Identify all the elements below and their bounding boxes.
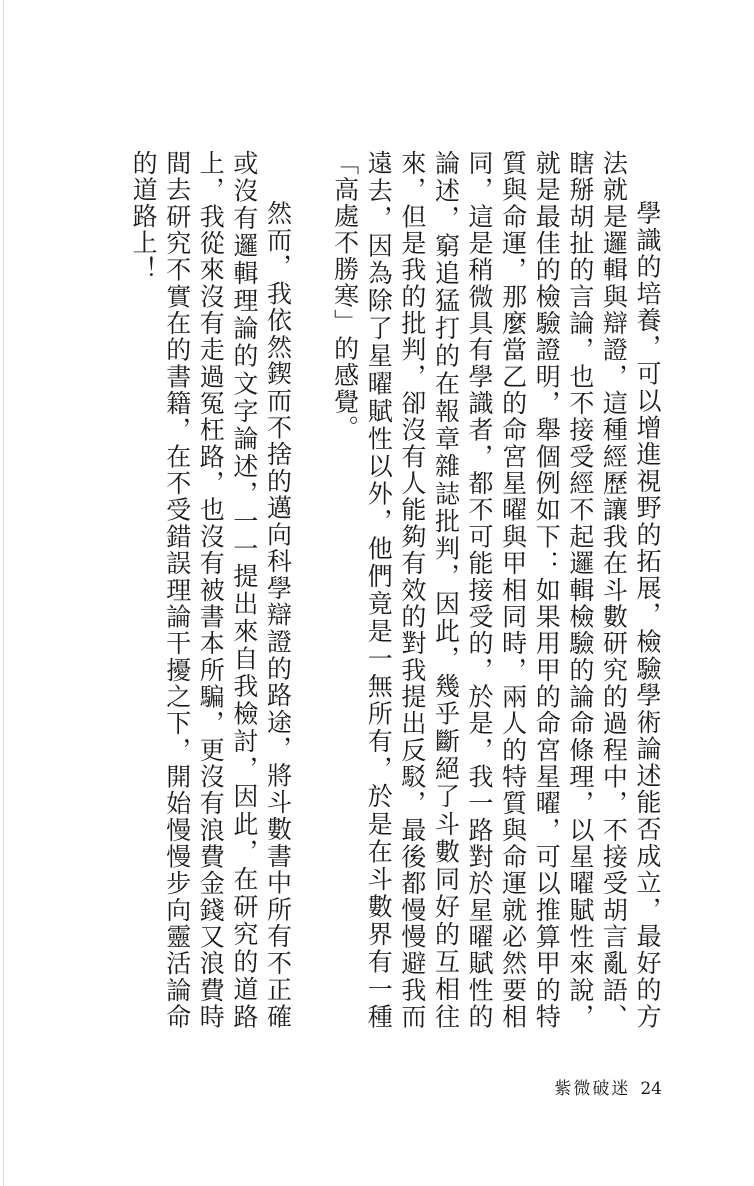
page-number: 24 <box>640 1079 662 1099</box>
paragraph-2: 然而，我依然鍥而不捨的邁向科學辯證的路途，將斗數書中所有不正確或沒有邏輯理論的文字論述，一一提出來自我檢討，因此，在研究的道路上，我從來沒有走過冤枉路，也沒有被書本所騙，更沒有浪費金錢又浪費時間去研究不實在的書籍，在不受錯誤理論干擾之下，開始慢慢步向靈活論命的道路上！ <box>129 150 293 1030</box>
page-footer <box>554 1074 662 1099</box>
paragraph-1: 學識的培養，可以增進視野的拓展，檢驗學術論述能否成立，最好的方法就是邏輯與辯證，這種經歷讓我在斗數研究的過程中，不接受胡言亂語、瞎掰胡扯的言論，也不接受經不起邏輯檢驗的論命條理，以星曜賦性來說，就是最佳的檢驗證明，舉個例如下：如果用甲的命宮星曜，可以推算甲的特質與命運，那麼當乙的命宮星曜與甲相同時，兩人的特質與命運就必然要相同，這是稍微具有學識者，都不可能接受的，於是，我一路對於星曜賦性的論述，窮追猛打的在報章雜誌批判，因此，幾乎斷絕了斗數同好的互相往來，但是我的批判，卻沒有人能夠有效的對我提出反駁，最後都慢慢避我而遠去，因為除了星曜賦性以外，他們竟是一無所有，於是在斗數界有一種「高處不勝寒」的感覺。 <box>330 150 662 1030</box>
body-text <box>127 150 665 1030</box>
scan-edge-line <box>3 0 4 1186</box>
book-title: 紫微破迷 <box>554 1079 631 1099</box>
